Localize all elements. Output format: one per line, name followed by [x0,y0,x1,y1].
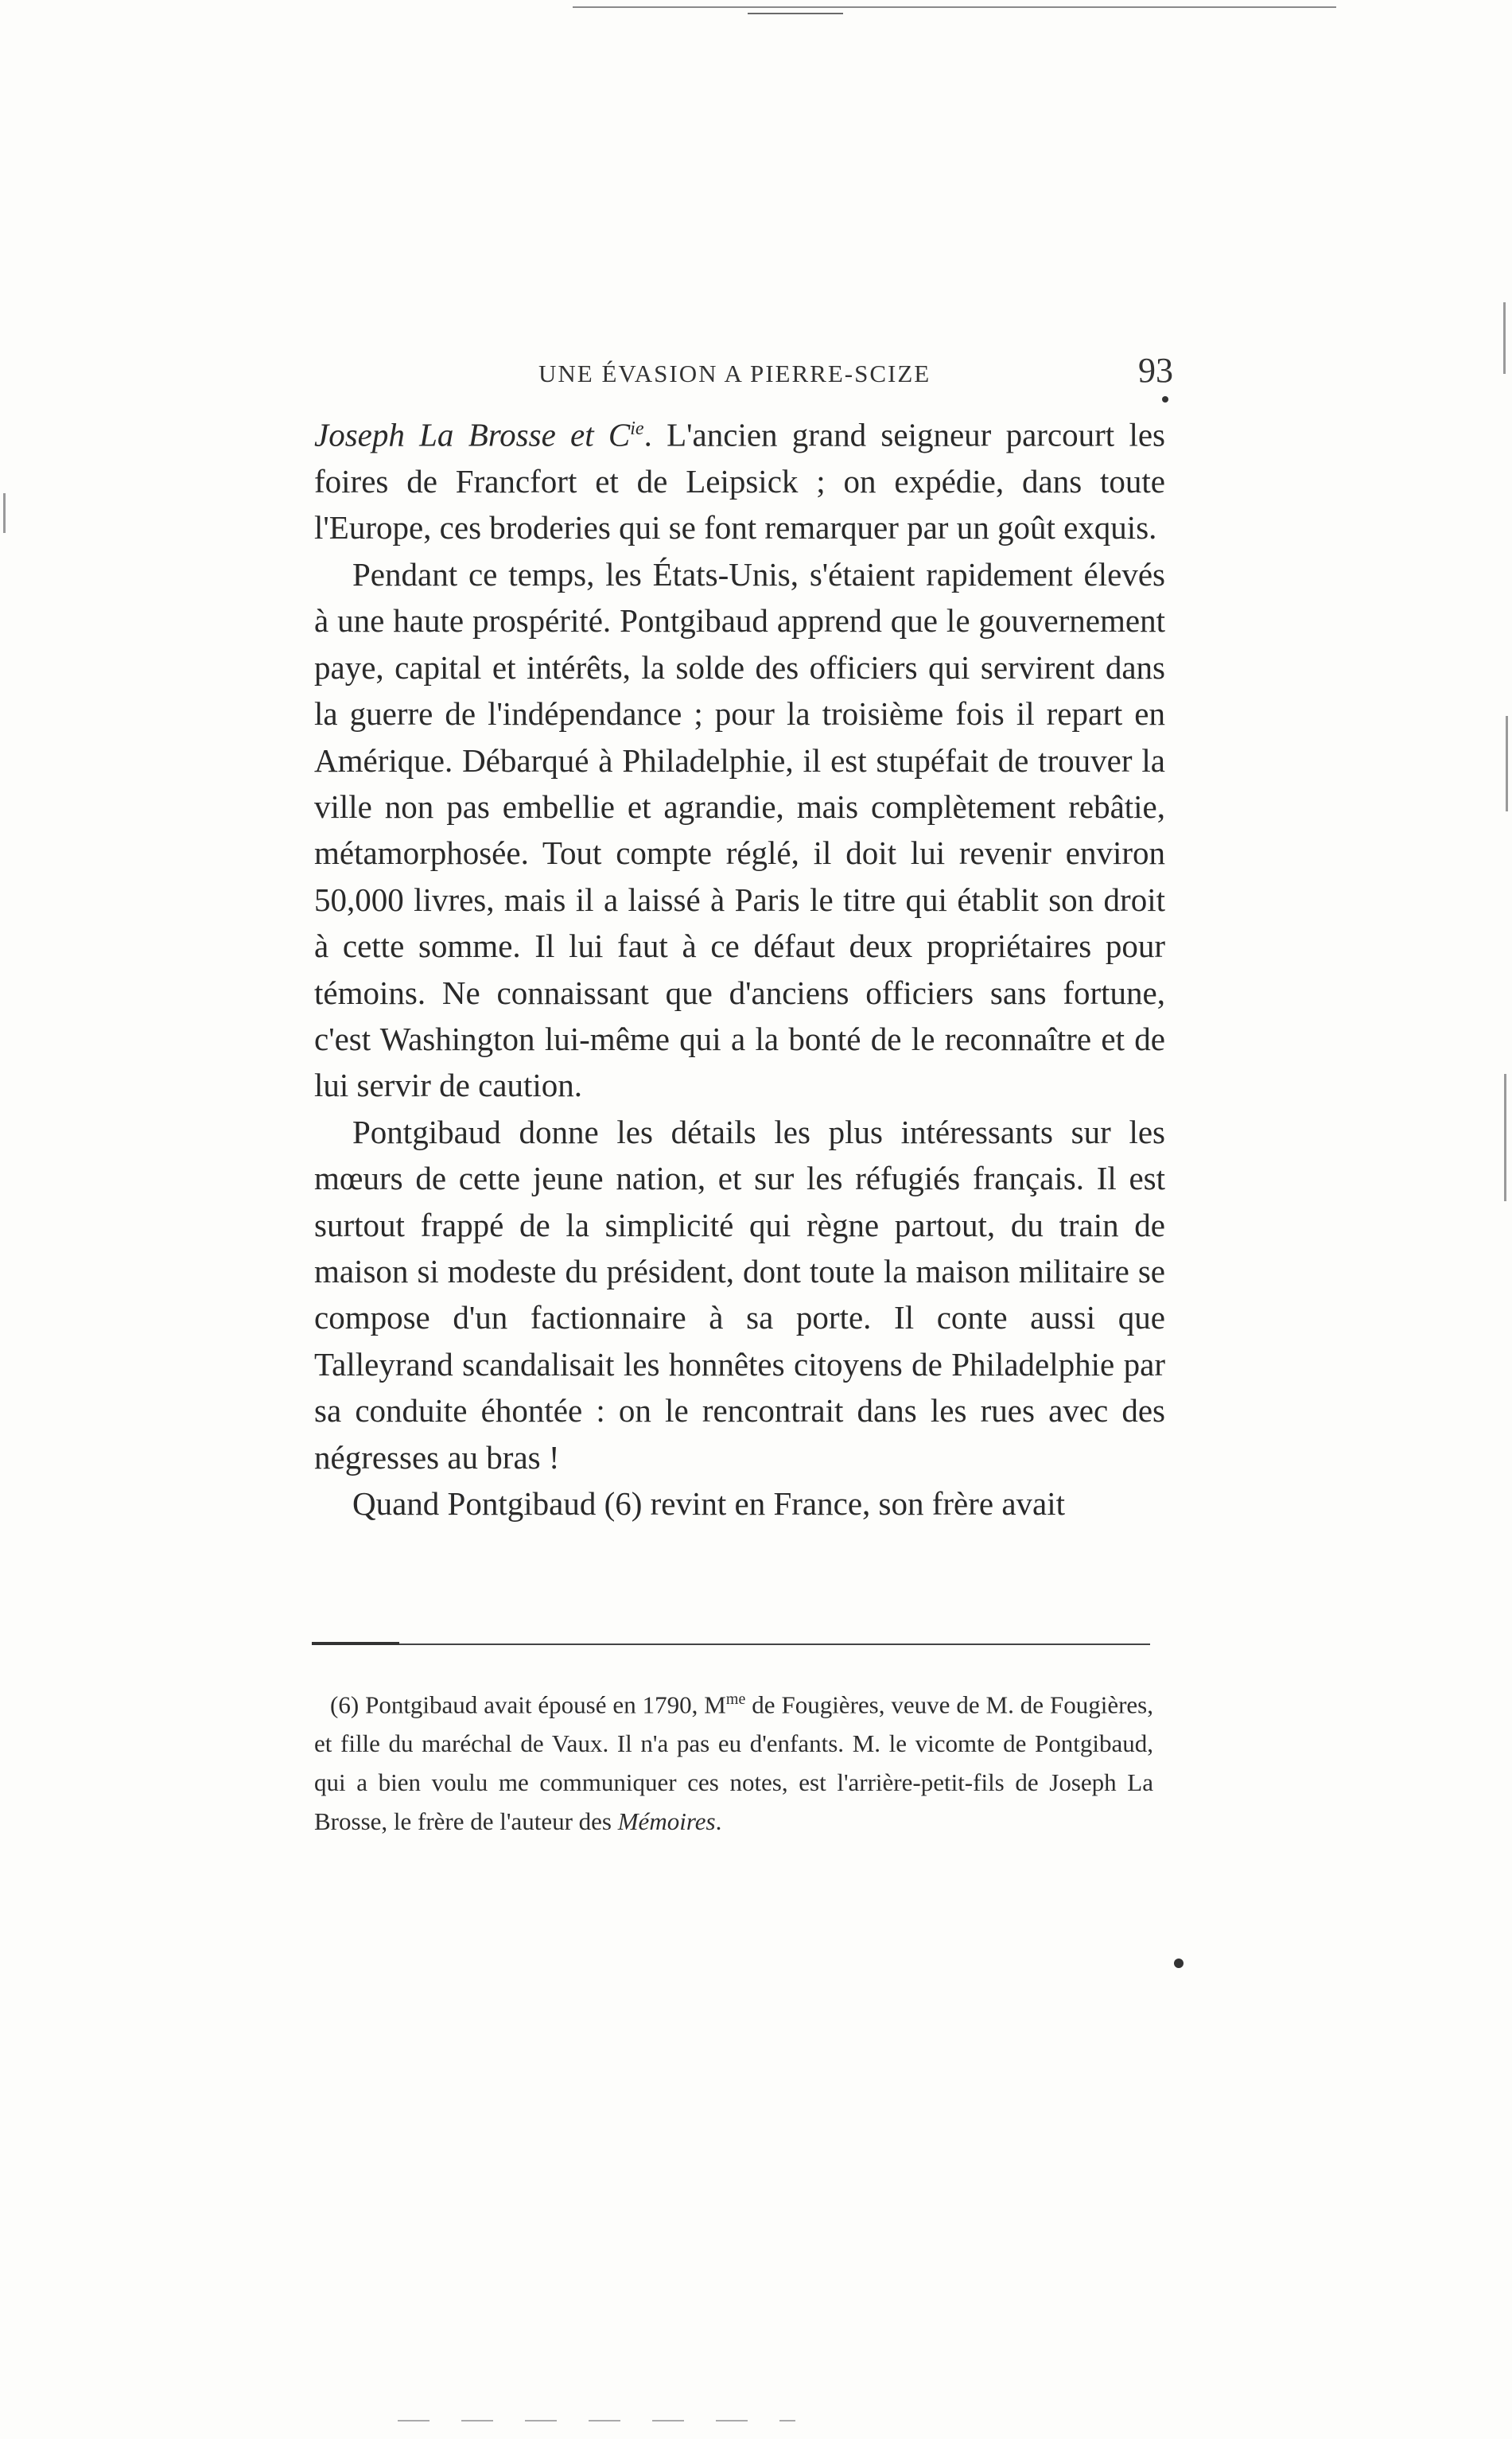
page-header [314,350,1173,406]
paragraph-1: Joseph La Brosse et $C^{ie}$. L'ancien grand seigneur parcourt les foires de Francfort et de Leipsick ; on expédie, dans toute l'Europe, ces broderies qui se font remarquer par un goût exquis. [314,416,1165,547]
scan-edge-mark [1506,716,1508,811]
running-title: UNE ÉVASION A PIERRE-SCIZE [538,360,931,387]
paragraph-2: Pendant ce temps, les États-Unis, s'étaient rapidement élevés à une haute prospérité. Pontgibaud apprend que le gouvernement paye, capital et intérêts, la solde des officiers qui servirent dans la guerre de l'indépendance ; pour la troisième fois il repart en Amérique. Débarqué à Philadelphie, il est stupéfait de trouver la ville non pas embellie et agrandie, mais complètement rebâtie, métamorphosée. Tout compte réglé, il doit lui revenir environ 50,000 livres, mais il a laissé à Paris le titre qui établit son droit à cette somme. Il lui faut à ce défaut deux propriétaires pour témoins. Ne connaissant que d'anciens officiers sans fortune, c'est Washington lui-même qui a la bonté de le reconnaître et de lui servir de caution. [314,555,1165,1104]
footnote-6: (6) Pontgibaud avait épousé en 1790, $M^{me}$ de Fougières, veuve de M. de Fougières, et fille du maréchal de Vaux. Il n'a pas eu d'enfants. M. le vicomte de Pontgibaud, qui a bien voulu me communiquer ces notes, est l'arrière-petit-fils de Joseph La Brosse, le frère de l'auteur des Mémoires. [314,1690,1153,1836]
page-number: 93 [1138,351,1173,390]
scan-edge-mark [1503,302,1506,374]
ink-dot [1174,1959,1184,1968]
footnote-separator-accent [312,1642,399,1645]
top-edge-rule [573,6,1336,8]
paragraph-3: Pontgibaud donne les détails les plus intéressants sur les mœurs de cette jeune nation, et sur les réfugiés français. Il est surtout frappé de la simplicité qui règne partout, du train de maison si modeste du président, dont toute la maison militaire se compose d'un factionnaire à sa porte. Il conte aussi que Talleyrand scandalisait les honnêtes citoyens de Philadelphie par sa conduite éhontée : on le rencontrait dans les rues avec des négresses au bras ! [314,1113,1165,1476]
body-text [314,406,1165,1527]
footnote [314,1680,1153,1841]
footnote-separator [312,1644,1150,1645]
top-edge-rule [748,13,843,14]
scan-edge-mark [1504,1074,1506,1201]
paragraph-4: Quand Pontgibaud (6) revint en France, son frère avait [352,1485,1066,1522]
bottom-edge-marks [398,2420,795,2421]
ink-dot [1162,396,1168,403]
scan-edge-mark [3,493,6,533]
